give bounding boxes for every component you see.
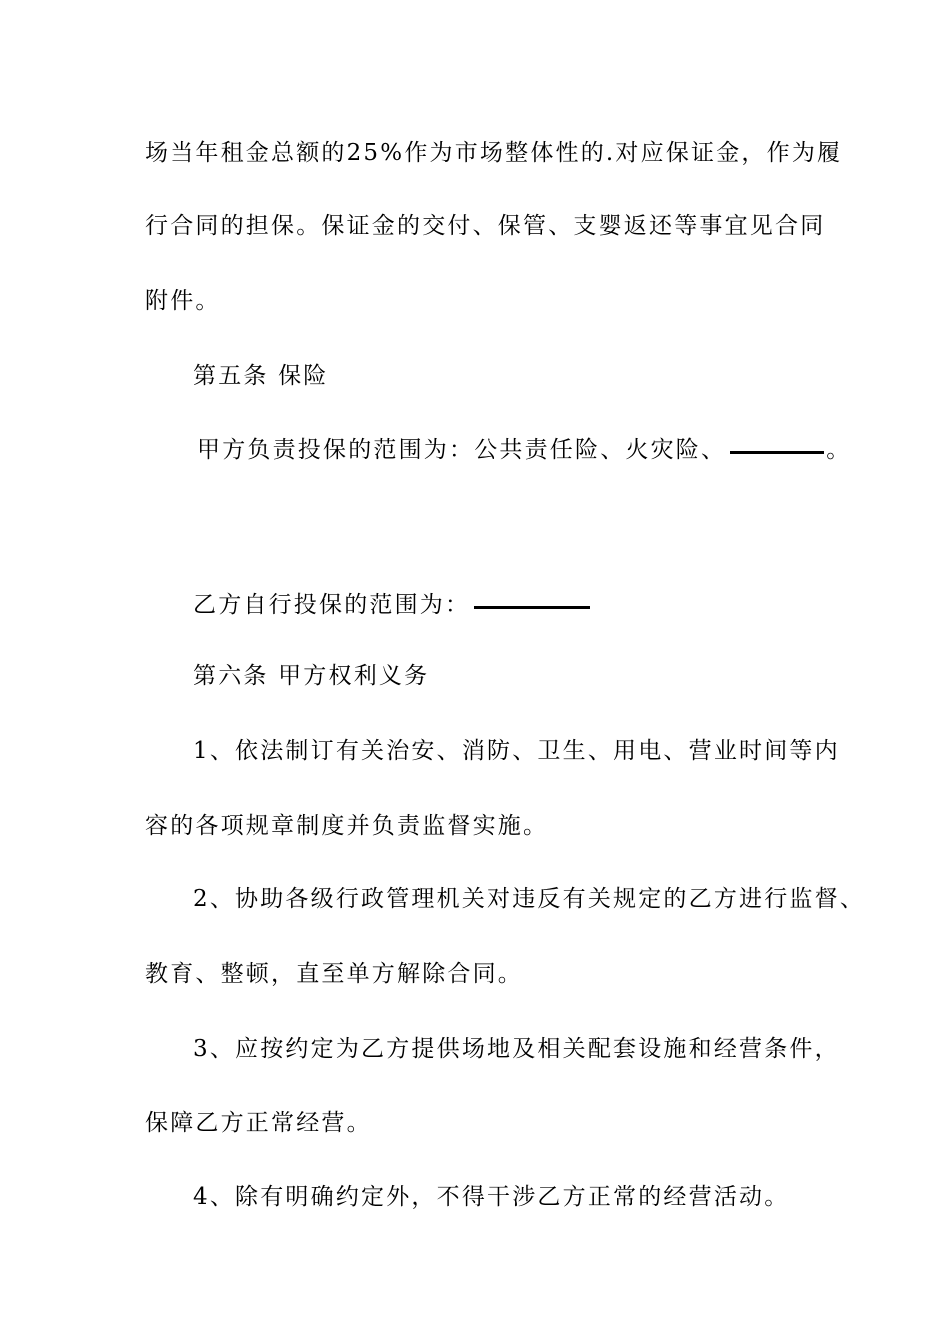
fill-in-blank: [730, 451, 824, 454]
paragraph-line: 1、依法制订有关治安、消防、卫生、用电、营业时间等内: [193, 738, 840, 764]
paragraph-line: 3、应按约定为乙方提供场地及相关配套设施和经营条件，: [193, 1036, 840, 1062]
paragraph-line: 行合同的担保。保证金的交付、保管、支婴返还等事宜见合同: [145, 213, 826, 239]
paragraph-text: 。: [826, 437, 852, 463]
paragraph-line: 2、协助各级行政管理机关对违反有关规定的乙方进行监督、: [193, 886, 866, 912]
paragraph-line: 保障乙方正常经营。: [145, 1110, 372, 1136]
fill-in-blank: [474, 606, 590, 609]
paragraph-line-with-blank: [197, 434, 851, 466]
paragraph-line: 教育、整顿，直至单方解除合同。: [145, 961, 523, 987]
section-heading: 第五条 保险: [193, 363, 329, 389]
paragraph-line: 附件。: [145, 288, 221, 314]
section-heading: 第六条 甲方权利义务: [193, 663, 430, 689]
paragraph-text: 甲方负责投保的范围为：公共责任险、火灾险、: [197, 437, 727, 463]
paragraph-line-with-blank: [193, 589, 592, 621]
paragraph-line: 容的各项规章制度并负责监督实施。: [145, 813, 549, 839]
paragraph-text: 乙方自行投保的范围为：: [193, 592, 471, 618]
paragraph-line: 4、除有明确约定外，不得干涉乙方正常的经营活动。: [193, 1184, 790, 1210]
paragraph-line: 场当年租金总额的25%作为市场整体性的.对应保证金，作为履: [145, 140, 843, 166]
